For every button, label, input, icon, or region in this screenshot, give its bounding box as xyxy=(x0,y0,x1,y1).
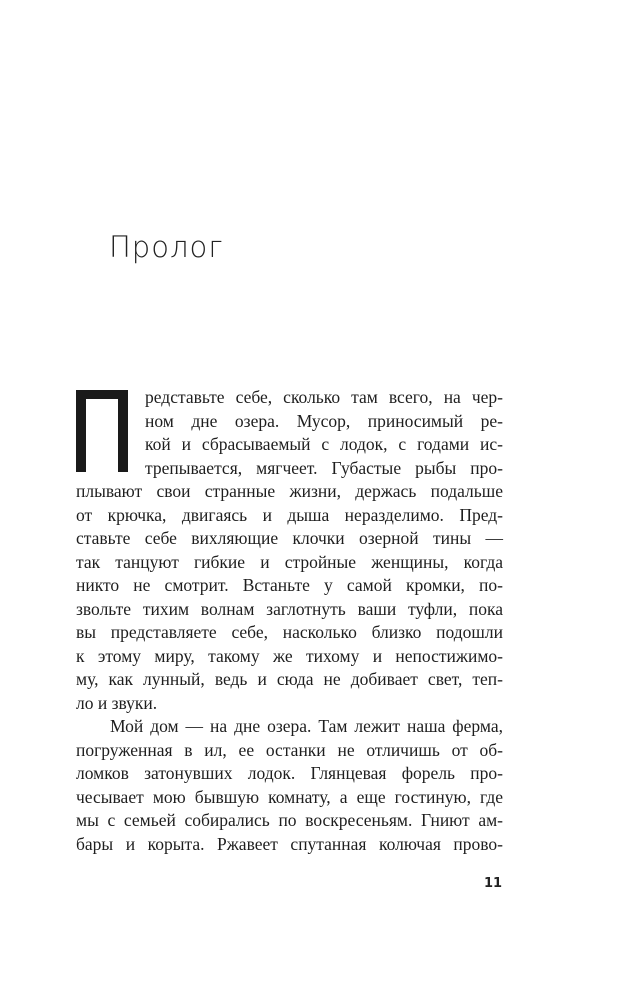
text-line: ломков затонувших лодок. Глянцевая форель про- xyxy=(76,763,503,783)
text-line: к этому миру, такому же тихому и непостижимо- xyxy=(76,645,503,666)
chapter-title: Пролог xyxy=(109,230,224,264)
text-line: ло и звуки. xyxy=(76,692,158,713)
text-line: вы представляете себе, насколько близко подошли xyxy=(76,622,503,642)
text-line: трепывается, мягчеет. Губастые рыбы про- xyxy=(145,457,503,478)
text-line: Мой дом — на дне озера. Там лежит наша ферма, xyxy=(110,716,503,736)
body-text xyxy=(76,386,503,856)
text-line: кой и сбрасываемый с лодок, с годами ис- xyxy=(145,434,503,454)
text-line: плывают свои странные жизни, держась подальше xyxy=(76,481,503,501)
text-line: никто не смотрит. Встаньте у самой кромки, по- xyxy=(76,575,503,595)
text-line: бары и корыта. Ржавеет спутанная колючая прово- xyxy=(76,833,503,854)
text-line: мы с семьей собирались по воскресеньям. Гниют ам- xyxy=(76,810,503,830)
text-line: ном дне озера. Мусор, приносимый ре- xyxy=(145,410,503,431)
text-line: редставьте себе, сколько там всего, на чер- xyxy=(145,387,503,407)
text-line: звольте тихим волнам заглотнуть ваши туфли, пока xyxy=(76,598,503,619)
page-number: 11 xyxy=(484,876,503,891)
text-line: так танцуют гибкие и стройные женщины, когда xyxy=(76,551,503,572)
text-line: чесывает мою бывшую комнату, а еще гостиную, где xyxy=(76,786,503,807)
text-line: от крючка, двигаясь и дыша неразделимо. Пред- xyxy=(76,504,503,525)
text-line: погруженная в ил, ее останки не отличишь от об- xyxy=(76,739,503,760)
text-line: ставьте себе вихляющие клочки озерной тины — xyxy=(76,528,503,548)
text-line: му, как лунный, ведь и сюда не добивает свет, теп- xyxy=(76,669,503,689)
